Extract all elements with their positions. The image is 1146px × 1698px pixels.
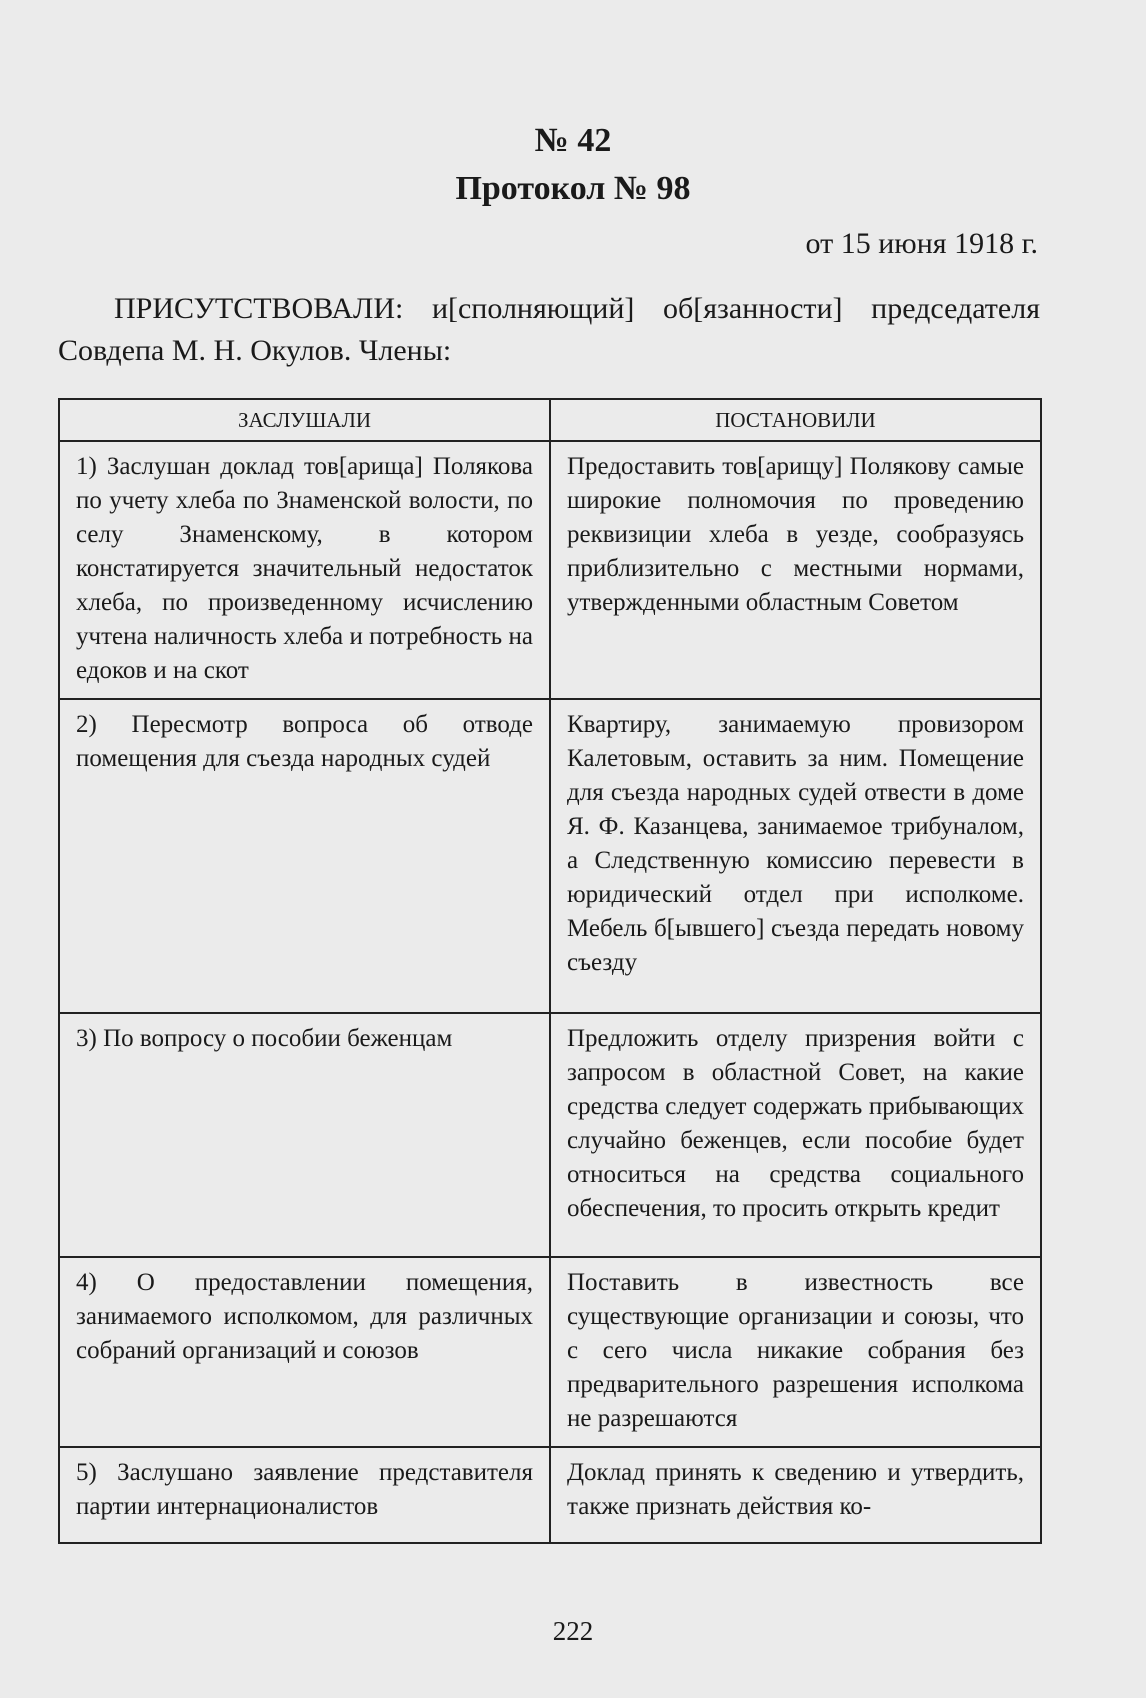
protocol-title: Протокол № 98 [455,170,691,207]
heard-cell: 5) Заслушано заявление представителя партии интернационалистов [59,1447,550,1543]
table-row [59,441,1041,699]
page-number: 222 [552,1616,594,1646]
heard-cell: 4) О предоставлении помещения, занимаемого исполкомом, для различных собраний организаций и союзов [59,1257,550,1447]
table-row [59,699,1041,1013]
table-header-row [59,399,1041,441]
document-number: № 42 [534,122,612,159]
table-row [59,1013,1041,1257]
attendees-paragraph: ПРИСУТСТВОВАЛИ: и[сполняющий] об[язанности] председателя Совдепа М. Н. Окулов. Члены: [58,292,1040,367]
decided-cell: Квартиру, занимаемую провизором Калетовым, оставить за ним. Помещение для съезда народных судей отвести в доме Я. Ф. Казанцева, занимаемое трибуналом, а Следственную комиссию перевести в юридический отдел при исполкоме. Мебель б[ывшего] съезда передать новому съезду [550,699,1041,1013]
decided-cell: Предоставить тов[арищу] Полякову самые широкие полномочия по проведению реквизиции хлеба в уезде, сообразуясь приблизительно с местными нормами, утвержденными областным Советом [550,441,1041,699]
table-row [59,1447,1041,1543]
protocol-date: от 15 июня 1918 г. [805,227,1038,260]
table-row [59,1257,1041,1447]
decided-cell: Предложить отделу призрения войти с запросом в областной Совет, на какие средства следует содержать прибывающих случайно беженцев, если пособие будет относиться на средства социального обеспечения, то просить открыть кредит [550,1013,1041,1257]
header-heard: ЗАСЛУШАЛИ [59,399,550,441]
heard-cell: 1) Заслушан доклад тов[арища] Полякова по учету хлеба по Знаменской волости, по селу Знаменскому, в котором констатируется значительный недостаток хлеба, по произведенному исчислению учтена наличность хлеба и потребность на едоков и на скот [59,441,550,699]
header-decided: ПОСТАНОВИЛИ [550,399,1041,441]
minutes-table [58,398,1042,1544]
heard-cell: 2) Пересмотр вопроса об отводе помещения для съезда народных судей [59,699,550,1013]
decided-cell: Доклад принять к сведению и утвердить, также признать действия ко- [550,1447,1041,1543]
heard-cell: 3) По вопросу о пособии беженцам [59,1013,550,1257]
decided-cell: Поставить в известность все существующие организации и союзы, что с сего числа никакие собрания без предварительного разрешения исполкома не разрешаются [550,1257,1041,1447]
